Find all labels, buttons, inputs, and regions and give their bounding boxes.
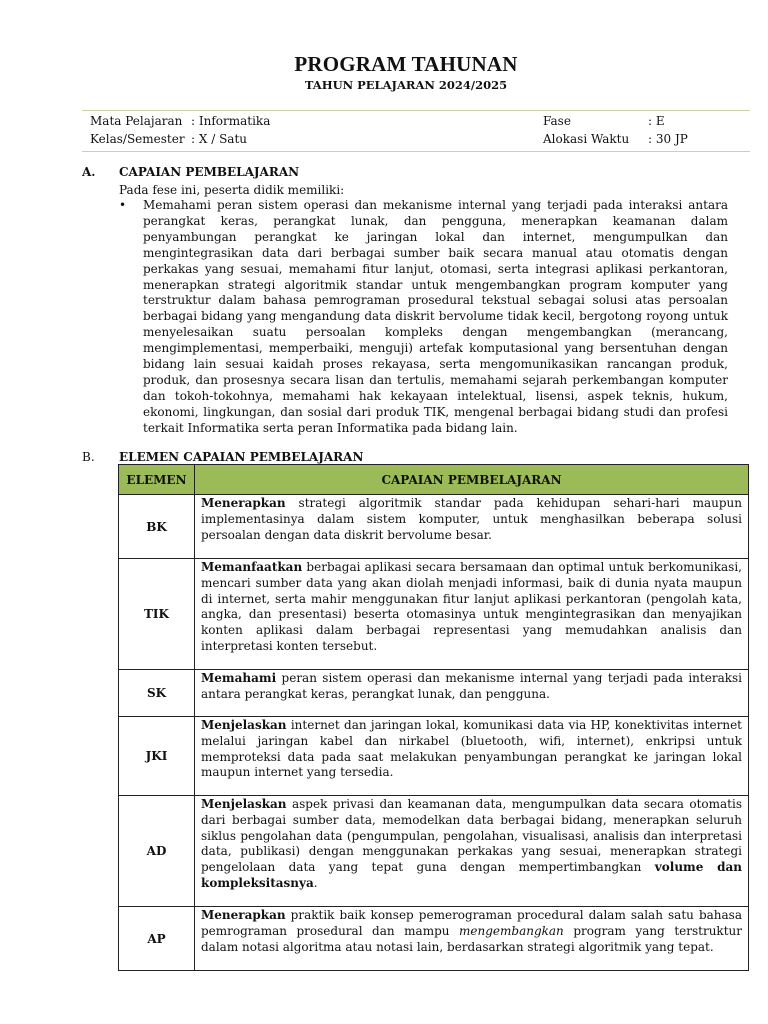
bullet-marker: • [119, 198, 127, 212]
table-row [119, 559, 749, 670]
table-row [119, 670, 749, 717]
alokasi-label: Alokasi Waktu [543, 132, 630, 146]
kelas-label: Kelas/Semester [90, 132, 185, 146]
table-row [119, 796, 749, 907]
elemen-desc [195, 796, 749, 907]
mapel-value: : Informatika [191, 114, 271, 128]
elemen-desc [195, 559, 749, 670]
desc-text: praktik baik konsep pemerograman procedural dalam salah satu bahasa pemrograman prosedural dan mampu [201, 908, 742, 938]
desc-text: berbagai aplikasi secara bersamaan dan optimal untuk berkomunikasi, mencari sumber data yang akan diolah menjadi informasi, baik di dunia nyata maupun di internet, serta mahir menggunakan fitur lanjut aplikasi perkantoran (pengolah kata, angka, dan presentasi) beserta otomasinya untuk mengintegrasikan dan menyajikan konten aplikasi dalam berbagai representasi yang memudahkan analisis dan interpretasi konten tersebut. [201, 560, 742, 653]
desc-lead: Menerapkan [201, 496, 286, 510]
section-b-title: ELEMEN CAPAIAN PEMBELAJARAN [119, 450, 364, 464]
desc-lead: Memahami [201, 671, 277, 685]
fase-value: : E [648, 114, 665, 128]
elemen-code: JKI [119, 717, 195, 796]
mapel-label: Mata Pelajaran [90, 114, 183, 128]
elemen-desc [195, 495, 749, 559]
table-row [119, 717, 749, 796]
desc-text: strategi algoritmik standar pada kehidupan sehari-hari maupun implementasinya dalam sistem komputer, untuk menghasilkan beberapa solusi persoalan dengan data diskrit bervolume besar. [201, 496, 742, 542]
table-header-row [119, 465, 749, 495]
desc-text: internet dan jaringan lokal, komunikasi data via HP, konektivitas internet melalui jaringan kabel dan nirkabel (bluetooth, wifi, internet), enkripsi untuk memproteksi data pada saat melakukan penyambungan perangkat ke jaringan lokal maupun internet yang tersedia. [201, 718, 742, 780]
elemen-table [118, 464, 749, 971]
fase-label: Fase [543, 114, 571, 128]
desc-lead: Menjelaskan [201, 797, 287, 811]
desc-tail: . [313, 875, 318, 890]
elemen-code: BK [119, 495, 195, 559]
elemen-desc [195, 717, 749, 796]
kelas-value: : X / Satu [191, 132, 247, 146]
desc-text: peran sistem operasi dan mekanisme internal yang terjadi pada interaksi antara perangkat keras, perangkat lunak, dan pengguna. [201, 671, 742, 701]
desc-italic: mengembangkan [459, 923, 564, 938]
table-row [119, 907, 749, 971]
elemen-desc [195, 907, 749, 971]
desc-text: aspek privasi dan keamanan data, mengumpulkan data secara otomatis dari berbagai sumber data, memodelkan data berbagai bidang, menerapkan seluruh siklus pengolahan data (pengumpulan, pengolahan, visualisasi, analisis dan interpretasi data, publikasi) dengan menggunakan perkakas yang sesuai, menerapkan strategi pengelolaan data yang tepat guna dengan mempertimbangkan [201, 797, 742, 875]
col-elemen-header: ELEMEN [119, 465, 195, 495]
desc-tail-bold: volume dan kompleksitasnya [201, 860, 742, 890]
section-b-letter: B. [82, 450, 95, 464]
table-row [119, 495, 749, 559]
page-title: PROGRAM TAHUNAN [294, 52, 518, 76]
section-a-letter: A. [82, 165, 96, 179]
elemen-code: SK [119, 670, 195, 717]
desc-lead: Menerapkan [201, 908, 286, 922]
page-subtitle: TAHUN PELAJARAN 2024/2025 [304, 78, 508, 92]
elemen-code: AP [119, 907, 195, 971]
elemen-code: AD [119, 796, 195, 907]
capaian-paragraph: Memahami peran sistem operasi dan mekanisme internal yang terjadi pada interaksi antara perangkat keras, perangkat lunak, dan pengguna, menerapkan keamanan dalam penyambungan perangkat ke jaringan lokal dan internet, mengumpulkan dan mengintegrasikan data dari berbagai sumber baik secara manual atau otomatis dengan perkakas yang sesuai, memahami fitur lanjut, otomasi, serta integrasi aplikasi perkantoran, menerapkan strategi algoritmik standar untuk mengembangkan program komputer yang terstruktur dalam bahasa pemrograman prosedural tekstual sebagai solusi atas persoalan berbagai bidang yang mengandung data diskrit bervolume tidak kecil, bergotong royong untuk menyelesaikan suatu persoalan kompleks dengan mengembangkan (merancang, mengimplementasi, memperbaiki, menguji) artefak komputasional yang bersentuhan dengan bidang lain sesuai kaidah proses rekayasa, serta mengomunikasikan rancangan produk, produk, dan prosesnya secara lisan dan tertulis, memahami sejarah perkembangan komputer dan tokoh-tokohnya, memahami hak kekayaan intelektual, lisensi, aspek teknis, hukum, ekonomi, lingkungan, dan sosial dari produk TIK, mengenal berbagai bidang studi dan profesi terkait Informatika serta peran Informatika pada bidang lain. [143, 198, 728, 435]
col-capaian-header: CAPAIAN PEMBELAJARAN [195, 465, 749, 495]
alokasi-value: : 30 JP [648, 132, 688, 146]
elemen-code: TIK [119, 559, 195, 670]
desc-lead: Memanfaatkan [201, 560, 303, 574]
desc-lead: Menjelaskan [201, 718, 287, 732]
desc-text2: program yang terstruktur dalam notasi algoritma atau notasi lain, berdasarkan strategi algoritmik yang tepat. [201, 923, 742, 954]
section-a-intro: Pada fese ini, peserta didik memiliki: [119, 183, 345, 197]
section-a-title: CAPAIAN PEMBELAJARAN [119, 165, 300, 179]
info-box [82, 110, 750, 152]
elemen-desc [195, 670, 749, 717]
